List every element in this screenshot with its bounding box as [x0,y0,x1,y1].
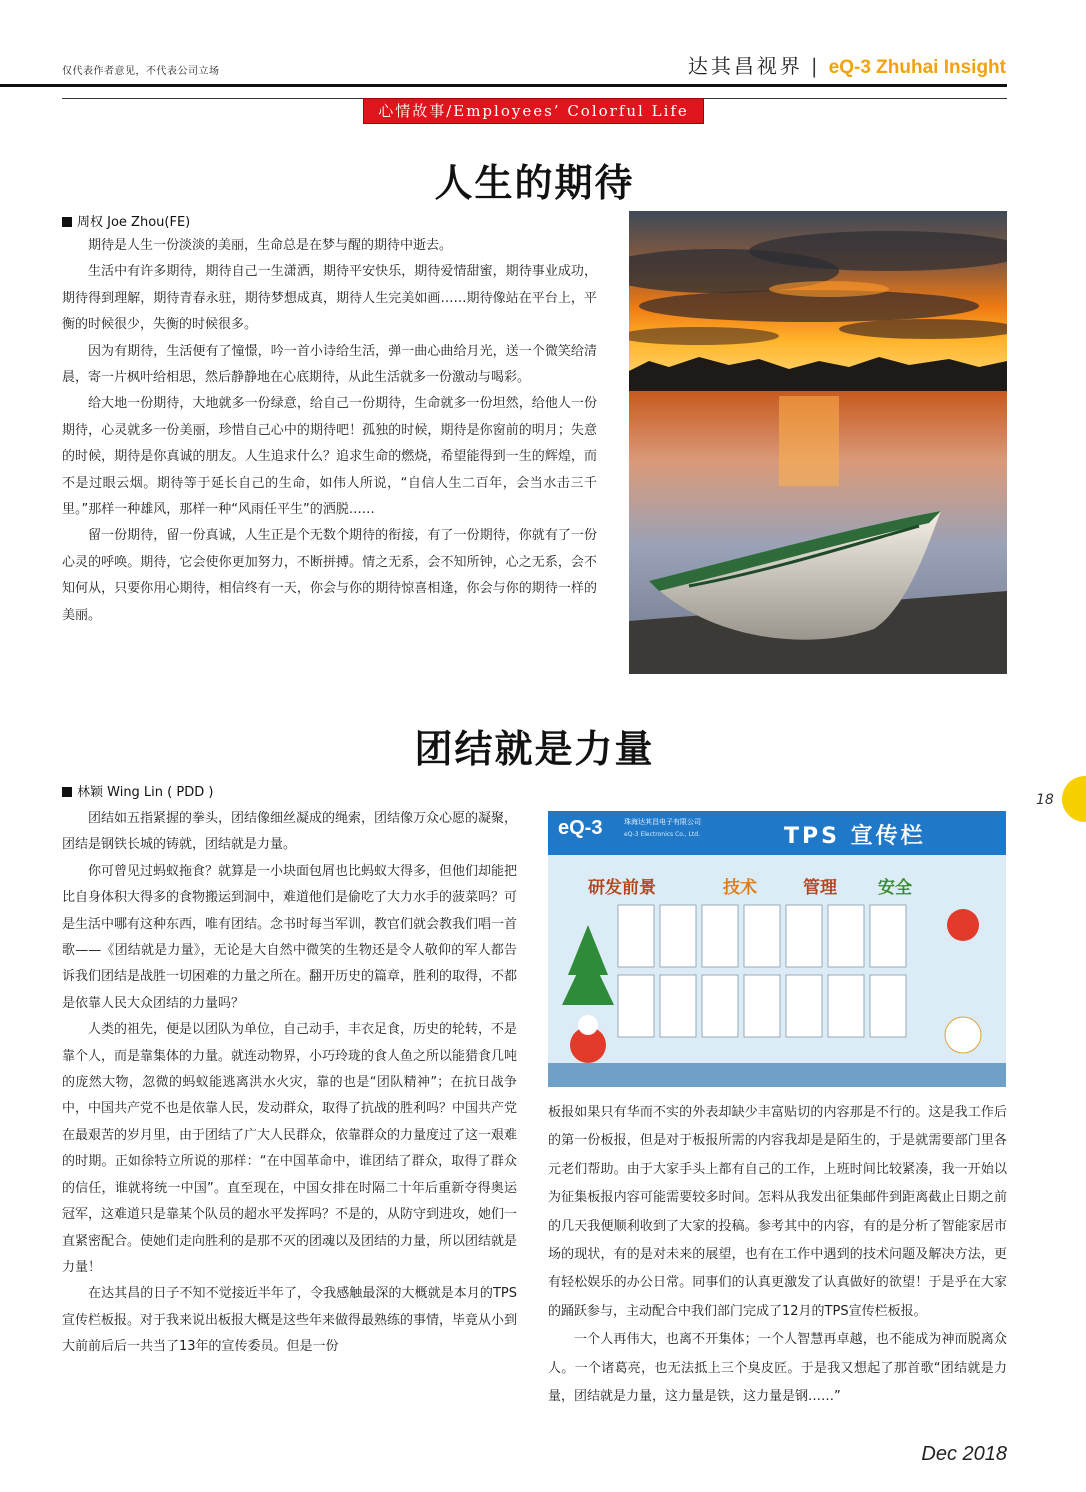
article2-author: 林颖 Wing Lin ( PDD ) [77,785,214,800]
header-rule [0,84,1007,87]
byline-bullet-icon [62,217,72,227]
article1-paragraph: 给大地一份期待，大地就多一份绿意，给自己一份期待，生命就多一份坦然，给他人一份期待，心灵就多一份美丽，珍惜自己心中的期待吧！孤独的时候，期待是你窗前的明月；失意的时候，期待是你真诚的朋友。人生追求什么？追求生命的燃烧，希望能得到一生的辉煌，而不是过眼云烟。期待等于延长自己的生命，如伟人所说，“自信人生二百年，会当水击三千里。”那样一种雄风，那样一种“风雨任平生”的洒脱…… [62,396,597,518]
sunset-boat-photo [629,211,1007,674]
board-header [548,811,1006,855]
page-tab-marker [1062,776,1086,822]
board-section-label: 研发前景 [588,878,656,898]
article2-paragraph: 在达其昌的日子不知不觉接近半年了，令我感触最深的大概就是本月的TPS宣传栏板报。对于我来说出板报大概是这些年来做得最熟练的事情，毕竟从小到大前前后后一共当了13年的宣传委员。但是一份 [62,1286,518,1355]
brand-cn: 达其昌视界 [687,54,803,78]
disclaimer-text: 仅代表作者意见，不代表公司立场 [62,66,220,77]
article1-paragraph: 因为有期待，生活便有了憧憬，吟一首小诗给生活，弹一曲心曲给月光，送一个微笑给清晨，寄一片枫叶给相思，然后静静地在心底期待，从此生活就多一份激动与喝彩。 [62,343,597,386]
board-section-label: 管理 [803,878,837,898]
section-tag: 心情故事/Employees’ Colorful Life [363,98,704,124]
article1-byline [62,211,190,230]
article1-body [62,233,597,629]
article2-title: 团结就是力量 [414,726,655,771]
board-company-en: eQ-3 Electronics Co., Ltd. [624,831,700,838]
page-number: 18 [1036,792,1054,808]
brand-en: eQ-3 Zhuhai Insight [828,57,1006,78]
article1-author: 周权 Joe Zhou(FE) [77,215,191,230]
board-banner: TPS 宣传栏 [784,824,926,849]
brand-separator: | [810,54,821,78]
article1-title: 人生的期待 [434,160,635,205]
byline-bullet-icon [62,787,72,797]
article2-byline [62,781,213,800]
article2-paragraph: 你可曾见过蚂蚁拖食？就算是一小块面包屑也比蚂蚁大得多，但他们却能把比自身体积大得多的食物搬运到洞中，难道他们是偷吃了大力水手的菠菜吗？可是生活中哪有这种东西，唯有团结。念书时每当军训，教官们就会教我们唱一首歌——《团结就是力量》，无论是大自然中微笑的生物还是令人敬仰的军人都告诉我们团结是战胜一切困难的力量之所在。翻开历史的篇章，胜利的取得，不都是依靠人民大众团结的力量吗？ [62,863,518,1011]
board-company: 珠海达其昌电子有限公司 [624,818,701,826]
board-posters-drawing [548,855,1006,1087]
article1-paragraph: 期待是人生一份淡淡的美丽，生命总是在梦与醒的期待中逝去。 [88,238,453,253]
board-section-label: 安全 [878,878,912,898]
bulletin-board-photo [548,811,1006,1087]
article2-right-column [548,1099,1007,1411]
article1-paragraph: 留一份期待，留一份真诚，人生正是个无数个期待的衔接，有了一份期待，你就有了一份心灵的呼唤。期待，它会使你更加努力，不断拼搏。情之无系，会不知所钟，心之无系，会不知何从，只要你用心期待，相信终有一天，你会与你的期待惊喜相逢，你会与你的期待一样的美丽。 [62,528,597,623]
issue-date: Dec 2018 [921,1443,1007,1465]
board-section-label: 技术 [723,878,757,898]
article2-left-column [62,806,517,1361]
magazine-brand [688,50,1006,79]
article2-paragraph: 一个人再伟大，也离不开集体；一个人智慧再卓越，也不能成为神而脱离众人。一个诸葛亮，也无法抵上三个臭皮匠。于是我又想起了那首歌“团结就是力量，团结就是力量，这力量是铁，这力量是钢……” [548,1332,1007,1405]
article2-paragraph: 板报如果只有华而不实的外表却缺少丰富贴切的内容那是不行的。这是我工作后的第一份板报，但是对于板报所需的内容我却是是陌生的，于是就需要部门里各元老们帮助。由于大家手头上都有自己的工作，上班时间比较紧凑，我一开始以为征集板报内容可能需要较多时间。怎料从我发出征集邮件到距离截止日期之前的几天我便顺利收到了大家的投稿。参考其中的内容，有的是分析了智能家居市场的现状，有的是对未来的展望，也有在工作中遇到的技术问题及解决方法，更有轻松娱乐的办公日常。同事们的认真更激发了认真做好的欲望！于是乎在大家的踊跃参与，主动配合中我们部门完成了12月的TPS宣传栏板报。 [548,1105,1007,1319]
article2-paragraph: 团结如五指紧握的拳头，团结像细丝凝成的绳索，团结像万众心愿的凝聚，团结是钢铁长城的铸就，团结就是力量。 [62,811,518,853]
article2-paragraph: 人类的祖先，便是以团队为单位，自己动手，丰衣足食，历史的轮转，不是靠个人，而是靠集体的力量。就连动物界，小巧玲珑的食人鱼之所以能猎食几吨的庞然大物，忽微的蚂蚁能逃离洪水火灾，靠的也是“团队精神”；在抗日战争中，中国共产党不也是依靠人民，发动群众，取得了抗战的胜利吗？中国共产党在最艰苦的岁月里，由于团结了广大人民群众，依靠群众的力量度过了这一艰难的时期。正如徐特立所说的那样：“在中国革命中，谁团结了群众，取得了群众的信任，谁就将统一中国”。直至现在，中国女排在时隔二十年后重新夺得奥运冠军，这难道只是靠某个队员的超水平发挥吗？不是的，从防守到进攻，她们一直紧密配合。使她们走向胜利的是那不灭的团魂以及团结的力量，所以团结就是力量！ [62,1022,518,1275]
board-logo: eQ-3 [558,817,603,839]
article1-paragraph: 生活中有许多期待，期待自己一生潇洒，期待平安快乐，期待爱情甜蜜，期待事业成功，期待得到理解，期待青春永驻，期待梦想成真，期待人生完美如画……期待像站在平台上，平衡的时候很少，失衡的时候很多。 [62,264,597,333]
